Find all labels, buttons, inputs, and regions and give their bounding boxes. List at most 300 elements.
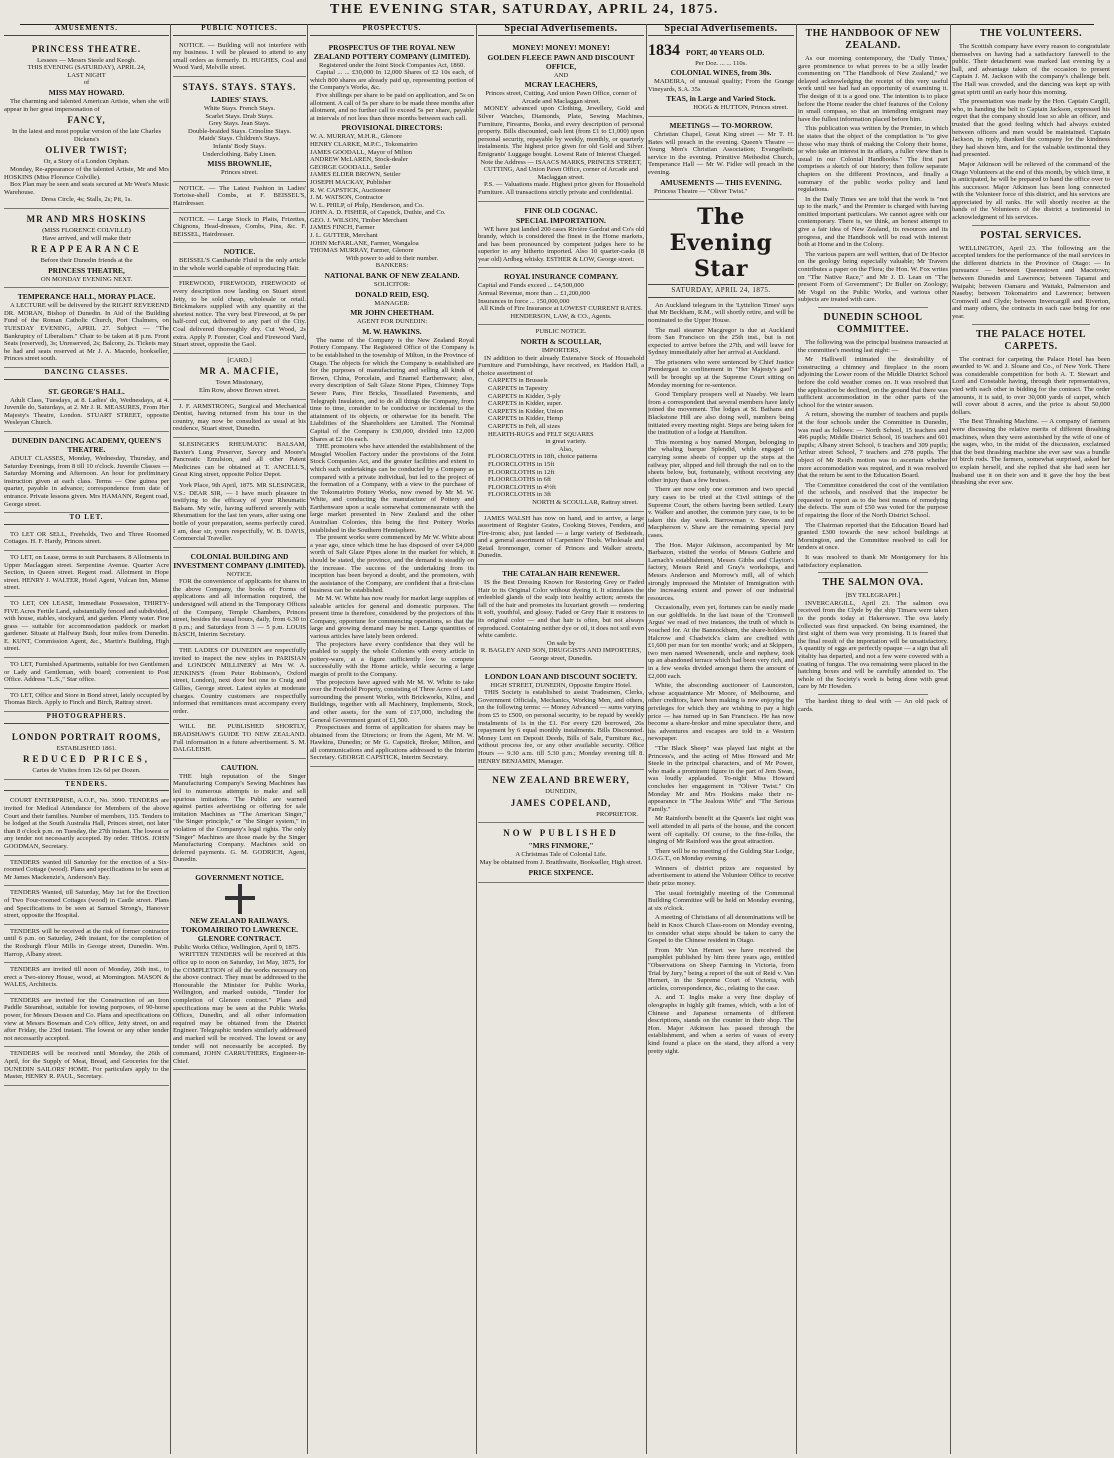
ad-title: PROSPECTUS OF THE ROYAL NEW ZEALAND POTTERY COMPANY (LIMITED). bbox=[313, 42, 471, 61]
director: JOHN A. D. FISHER, of Capstick, Duthie, and Co. bbox=[310, 209, 446, 217]
article-paragraph: As our morning contemporary, the 'Daily Times,' gave prominence to what proves to be a silly leader commenting on "The Handbook of New Zealand," we delayed acknowledging the receipt of this very useful work until we had had an opportunity of examining it. The design of it is a good one. The intention is to place before the Home reader the chief features of the Colony in small compass, so that an intending emigrant may have the fullest information placed before him. bbox=[798, 55, 948, 123]
ad-body: SLESINGER'S RHEUMATIC BALSAM, Baxter's Lung Preserver, Savory and Moore's Pancreatic Emulsion, and all other Patent Medicines can be obtained at T. ANCELL'S, Great King street, opposite Police Depot. bbox=[173, 440, 306, 479]
ad-line: PRICE SIXPENCE. bbox=[528, 867, 594, 877]
dateline: SATURDAY, APRIL 24, 1875. bbox=[648, 284, 794, 298]
ad-tender bbox=[4, 794, 169, 855]
ad-title: CAUTION. bbox=[220, 762, 259, 772]
paper-nameplate: The Evening Star bbox=[669, 204, 773, 283]
ad-tender bbox=[4, 925, 169, 963]
ad-now-published bbox=[478, 823, 644, 882]
ad-bradshaw bbox=[173, 720, 306, 758]
news-paragraph: There are now only one common and two special jury cases to be tried at the Civil sittings of the Supreme Court, the others having been settled. Leary v. Walker and another, the common jury case, is to be taken this day week. Barrowman v. Stevens and Macpherson v. Shaw are the remaining special jury cases. bbox=[648, 486, 794, 539]
column-amusements bbox=[4, 24, 169, 1456]
article-paragraph: The following was the principal business transacted at the committee's meeting last night: — bbox=[798, 339, 948, 354]
ad-stays bbox=[173, 77, 306, 182]
ad-cognac bbox=[478, 202, 644, 269]
article-paragraph: Major Atkinson will be relieved of the command of the Otago Volunteers at the end of this month, by which time, it is anticipated, he will be prepared to hand the office over to his successor. Major Atkinson has been long connected with the Volunteer force of this district, and his services are appreciated by all ranks. He will shortly receive at the hands of the Volunteers of the district a testimonial in acknowledgment of his services. bbox=[952, 160, 1110, 222]
ad-line: BANKERS: bbox=[375, 262, 409, 270]
news-paragraph: There will be no meeting of the Gulding Star Lodge, I.O.G.T., on Monday evening. bbox=[648, 847, 794, 863]
column-heading: AMUSEMENTS. bbox=[4, 24, 169, 36]
ad-body: Capital ... ... £30,000 In 12,000 Shares of £2 10s each, of which 800 shares are already paid up, representing portion of the Company's Works, &c. bbox=[310, 69, 474, 92]
director: JAMES ELDER BROWN, Settler bbox=[310, 171, 401, 179]
ad-title: THE CATALAN HAIR RENEWER. bbox=[502, 569, 620, 579]
ad-line: OLIVER TWIST; bbox=[45, 145, 128, 156]
ad-body: TO LET, Furnished Apartments, suitable for two Gentlemen or Lady and Gentleman, with board; convenient to Post Office. Address "L.S.," Star office. bbox=[4, 661, 169, 684]
ad-line: Scarlet Stays. Drab Stays. bbox=[205, 112, 274, 120]
section-heading: PHOTOGRAPHERS. bbox=[4, 712, 169, 724]
ad-body: J. F. ARMSTRONG, Surgical and Mechanical Dentist, having returned from his tour in the country, may now be consulted as usual at his residence, Stuart street, Dunedin. bbox=[173, 402, 306, 433]
ad-body: WE have just landed 200 cases Rivière Gardrat and Co's old brandy, which is considered the finest in the Home markets, and has been pronounced by competent judges here to be superior to any hitherto imported. Also 10 quarter-casks (8 year old) Ardbeg whisky. ESTHER & LOW, George street. bbox=[478, 225, 644, 263]
list-item: in great variety. bbox=[545, 438, 587, 446]
ad-title: NORTH & SCOULLAR, bbox=[520, 337, 602, 347]
column-divider bbox=[170, 24, 171, 1454]
ad-body: FIREWOOD, FIREWOOD, FIREWOOD of every description now landing on Stuart street Jetty, to be sold cheap, wholesale or retail. Brickmakers supplied with any quantity at the shortest notice. The very best Firewood, at 9s per half-cord cut, delivered to any part of the City. Coal delivered thoroughly dry. Cut Wood, 2s extra. Apply P. Forester, Coal and Firewood Yard, Stuart street, opposite the Gaol. bbox=[173, 280, 306, 349]
ad-line: Per Doz. ... ... 110s. bbox=[695, 59, 747, 67]
ad-title: MONEY! MONEY! MONEY! bbox=[512, 42, 610, 52]
ad-line: Maids' Stays. Children's Stays. bbox=[198, 135, 281, 143]
director: JAMES FINCH, Farmer bbox=[310, 224, 375, 232]
list-item: CARPETS in Kidder, Hemp bbox=[488, 415, 563, 423]
ad-body: ADULT CLASSES, Monday, Wednesday, Thursday, and Saturday Evenings, from 8 till 10 o'clock. Juvenile Classes — Saturday Morning and Afternoon. An hour for preliminary instruction given at each class. Terms — One guinea per quarter, payable in advance; correspondence from date of entrance. Private lessons given. Mrs HAMANN, Regent road, George street. bbox=[4, 455, 169, 508]
ad-line: All Kinds of Fire Insurance at LOWEST CURRENT RATES. HENDERSON, LAW, & CO., Agents. bbox=[479, 305, 643, 320]
column-heading: PROSPECTUS. bbox=[310, 24, 474, 36]
list-item: CARPETS in Tapestry bbox=[488, 385, 548, 392]
ad-james-walsh bbox=[478, 512, 644, 566]
ad-body: TO LET, ON LEASE, Immediate Possession, THIRTY-FIVE Acres Fertile Land, substantially fenced and subdivided, with house, stables, stockyard, and garden. Plenty water. Fine grass — suitable for accommodation paddock or market gardener. Situate at Halfway Bush, four miles from Dunedin. E. KUNT, Commission Agent, &c., Martin's Building, High street. bbox=[4, 599, 169, 653]
ad-line: Public Works Office, Wellington, April 9, 1875. bbox=[173, 943, 300, 951]
ad-title: NEW ZEALAND BREWERY, bbox=[492, 775, 630, 786]
column-divider bbox=[950, 24, 951, 1454]
article-paragraph: The Chairman reported that the Education Board had granted £300 towards the new school buildings at Mornington, and the Committee resolved to call for tenders at once. bbox=[798, 521, 948, 552]
ad-title: NOW PUBLISHED bbox=[503, 828, 619, 839]
column-divider bbox=[646, 24, 647, 1454]
article-subheading: [BY TELEGRAPH.] bbox=[845, 592, 901, 600]
ad-line: HOGG & HUTTON, Princes street. bbox=[693, 104, 788, 112]
list-item: FLOORCLOTHS in 15ft bbox=[488, 460, 555, 468]
ad-notice bbox=[173, 182, 306, 213]
director: W. L. PHILP, of Philp, Henderson, and Co. bbox=[310, 201, 424, 209]
ad-line: Princes street. bbox=[221, 169, 258, 177]
ad-line: Cartes de Visites from 12s 6d per Dozen. bbox=[32, 767, 141, 775]
ad-body: WRITTEN TENDERS will be received at this office up to noon on Saturday, 1st May, 1875, for the COMPLETION of all the works necessary on the above contract. They must be addressed to the Honourable the Minister for Public Works, Wellington, and marked outside, "Tender for completion of Glenore contract." Plans and specifications may be seen at the Public Works Offices, Dunedin, and all other information required may be obtained from the District Engineer. Telegraphic tenders similarly addressed and marked will be received. The lowest or any tender will not necessarily be accepted. By command, JOHN CARRUTHERS, Engineer-in-Chief. bbox=[173, 951, 306, 1065]
ad-line: "MRS FINMORE," bbox=[528, 841, 594, 851]
ad-body: The name of the Company is the New Zealand Royal Pottery Company. The Registered Office of the Company is to be established in the township of Milton, in the Province of Otago. The objects for which the Company is established are for the purposes of manufacturing and selling all kinds of Brown, China, Porcelain, and Enamel Earthenware; also, every description of Salt Glaze Stone Pipes, Chimney Tops Sewer Pans, Fire Bricks, Tessellated Pavements, and Telegraph Insulators, and to do all things the Company, from time to time, consider to be conducive or incidental to the attainment of its objects, or otherwise for its benefit. The Liabilities of the Shareholders are Limited. The Nominal Capital of the Company is £30,000, divided into 12,000 Shares at £2 10s each. bbox=[310, 336, 474, 443]
news-paragraph: White, the absconding auctioneer of Launceston, whose acquaintance Mr Moore, of Melbourne, and other creditors, have been making is now enjoying the privileges for which they are wishing to pay a high price — has turned up in San Francisco. He has now become a share-broker and mine speculator there, and his adventures and escapes are told in a Western newspaper. bbox=[648, 682, 794, 743]
ad-line: [CARD.] bbox=[227, 356, 252, 364]
article-paragraph: The hardest thing to deal with — An old pack of cards. bbox=[798, 697, 948, 713]
ad-firewood bbox=[173, 277, 306, 353]
article-heading: THE HANDBOOK OF NEW ZEALAND. bbox=[805, 28, 941, 51]
list-item: FLOORCLOTHS in 6ft bbox=[488, 476, 552, 484]
ad-to-let bbox=[4, 528, 169, 551]
director: With power to add to their number. bbox=[345, 254, 439, 262]
ad-line: Have arrived, and will make their bbox=[42, 234, 131, 242]
section-rule bbox=[818, 307, 928, 308]
director: GEO. J. WILSON, Timber Merchant bbox=[310, 216, 408, 224]
ad-body: THIS Society is established to assist Tradesmen, Clerks, Government Officials, Mechanics, Working Men, and others, on the following terms: — Money Advanced — sums varying from £5 to £500, on personal security, to be repaid by weekly instalments of 1s in the £1. For every £20 borrowed, 26s repayment by 6 equal monthly instalments. Bills Discounted. Money Lent on Deposit Deeds, Bills of Sale, Furniture &c., without process fee, or any other available security. Office Hours — 9.30 a.m. till 5.30 p.m.; Monday evening till 8. HENRY BENJAMIN, Manager. bbox=[478, 689, 644, 765]
ad-body: THE promoters who have attended the establishment of the Mosgiel Woollen Factory under the provisions of the Joint Stock Companies Act, and the greater facilities and extent to which such undertakings can be conducted by a Company as compared with a private individual, but led to the project of the formation of a Company, with a view to the purchase of the Tokomairiro Pottery Works, now owned by Mr M. W. White, and conducting the manufacture of Pottery and Earthenware upon a scale somewhat commensurate with the large market presented in New Zealand and the other Australian Colonies, this being the first Pottery Works established in the Southern Hemisphere. bbox=[310, 443, 474, 534]
ad-line: Capital and Funds exceed ... £4,500,000 bbox=[478, 282, 584, 290]
ad-government-notice bbox=[173, 869, 306, 1071]
news-paragraph: The usual fortnightly meeting of the Communal Building Committee will be held on Monday evening, at six o'clock. bbox=[648, 889, 794, 912]
ad-title: TEMPERANCE HALL, MORAY PLACE. bbox=[17, 292, 156, 302]
ad-line: MANAGER: bbox=[374, 299, 410, 307]
ad-notice bbox=[173, 39, 306, 77]
ad-title: FINE OLD COGNAC. bbox=[524, 205, 598, 215]
ad-tender bbox=[4, 856, 169, 887]
ad-line: TEAS, in Large and Varied Stock. bbox=[666, 94, 776, 104]
ad-line: May be obtained from J. Braithwaite, Bookseller, High street. bbox=[479, 858, 643, 866]
section-heading: DANCING CLASSES. bbox=[4, 368, 169, 380]
ad-title: LONDON LOAN AND DISCOUNT SOCIETY. bbox=[484, 671, 638, 681]
ad-body: The projectors have every confidence that they will be enabled to supply the whole Colonies with every article in pottery-ware, at a figure sufficiently low to compete successfully with the Home article, while securing a large margin of profit to the Company. bbox=[310, 640, 474, 678]
ad-body: TENDERS are invited for the Construction of an Iron Paddle Steamboat, suitable for towing purposes, of 90-horse power, for Messrs Dessen and Co. Plans and specifications on view at Messrs Bowman and Co's office, Jetty street, on and after Friday, the 23rd instant. The lowest or any other tender not necessarily accepted. bbox=[4, 996, 169, 1042]
news-paragraph: "The Black Sheep" was played last night at the Princess's, and the acting of Miss Howard and Mr Steele in the principal characters, and of Mr Power, who made a prominent figure in the part of Jem Swan, was loudly applauded. To-night Miss Howard concludes her engagement in "Oliver Twist." On Monday Mr and Mrs Hoskins make their re-appearance in "The Jealous Wife" and "The Serious Family." bbox=[648, 744, 794, 813]
ad-line: MR JOHN CHEETHAM. bbox=[350, 308, 434, 318]
ad-line: REAPPEARANCE bbox=[31, 244, 142, 255]
section-heading: TO LET. bbox=[4, 513, 169, 525]
news-paragraph: Good Templary prospers well at Naseby. We learn from a correspondent that several members have lately joined the movement. The lodges at St. Bathans and Blackstone Hill are also doing well, numbers being initiated every meeting night. Steps are being taken for the institution of a lodge at Hamilton. bbox=[648, 391, 794, 437]
column-divider bbox=[307, 24, 308, 1454]
ad-line: Town Missionary, bbox=[215, 379, 264, 387]
ad-body: WILL BE PUBLISHED SHORTLY, BRADSHAW'S GUIDE TO NEW ZEALAND. Full information in a future advertisement. S. M. DALGLEISH. bbox=[173, 723, 306, 754]
ad-body: JAMES WALSH has now on hand, and to arrive, a large assortment of Register Grates, Cooking Stoves, Fenders, and Fire-irons; also, just landed — a large variety of Bedsteads, and a general assortment of Carpenters' Tools. Wholesale and Retail Ironmonger, corner of Princes and Walker streets, Dunedin. bbox=[478, 514, 644, 560]
ad-title: DUNEDIN DANCING ACADEMY, QUEEN'S THEATRE. bbox=[11, 436, 162, 454]
article-heading: THE PALACE HOTEL CARPETS. bbox=[975, 328, 1087, 352]
ad-line: Monday, Re-appearance of the talented Artiste, Mr and Mrs HOSKINS (Miss Florence Colville). bbox=[4, 165, 169, 181]
director: GEORGE GOODALL, Settler bbox=[310, 163, 391, 171]
ad-line: MISS BROWNLIE, bbox=[207, 159, 272, 169]
ad-line: Annual Revenue, more than ... £1,200,000 bbox=[478, 290, 590, 298]
ad-line: Infants' Body Stays. bbox=[212, 142, 267, 150]
ad-line: NATIONAL BANK OF NEW ZEALAND. bbox=[324, 271, 460, 281]
article-paragraph: The presentation was made by the Hon. Captain Cargill, who, in handing the belt to Captain Jackson, expressed his regret that the company should lose so able an officer, and trusted that the good feeling which had always existed between officers and men would be maintained. Captain Jackson, in reply, thanked the company for the kindness they had shown him, and for the valuable testimonial they had presented. bbox=[952, 98, 1110, 159]
ad-body: Mr M. W. White has now ready for market large supplies of saleable articles for general and domestic purposes. The present time is therefore, considered by the projectors of this Company, opportune for commencing operations, so that the large and growing demand may be met. Large quantities of various articles have lately been ordered. bbox=[310, 595, 474, 640]
ad-title: NOTICE. bbox=[223, 247, 256, 257]
ad-port-wine bbox=[648, 39, 794, 117]
ad-line: AGENT FOR DUNEDIN: bbox=[356, 318, 428, 326]
ad-title: MR AND MRS HOSKINS bbox=[26, 213, 147, 224]
ad-card-macfie bbox=[173, 354, 306, 400]
carpet-list bbox=[478, 377, 644, 499]
news-paragraph: The prisoners who were sentenced by Chief Justice Prendergast to confinement in "Her Majesty's gaol" will be brought up at the Supreme Court sitting on Monday morning for re-sentence. bbox=[648, 358, 794, 389]
ad-nz-brewery bbox=[478, 770, 644, 823]
ad-line: PROVISIONAL DIRECTORS: bbox=[341, 123, 443, 133]
ad-body: TO LET OR SELL, Freeholds, Two and Three Roomed Cottages. H. F. Hardy, Princes street. bbox=[4, 530, 169, 546]
ad-body: The present works were commenced by Mr W. White about a year ago, since which time he has disposed of over £4,000 worth of Salt Glaze Pipes alone in the market for which, it should be stated, the province, and the demand is steadily on the increase. The success of the undertaking from its inception has been beyond a doubt, and the promoters, with the assistance of the Company, are confident that a first-class business can be established. bbox=[310, 534, 474, 595]
article-heading: THE SALMON OVA. bbox=[822, 577, 924, 589]
news-paragraph: Occasionally, even yet, fortunes can be easily made on our goldfields. In the last issue of the 'Cromwell Argus' we read of two instances, the truth of which is vouched for. At the Bannockburn, the share-holders in Halcrow and Chadwick's claim are credited with £1,600 per man for ten months' work; and at Skippers, two men named Wesenendi, uncle and nephew, took up an abandoned terrace which had been very rich, and in a few weeks divided amongst them the amount of £2,000 each. bbox=[648, 604, 794, 680]
news-paragraph: Winners of district prizes are requested by advertisement to attend the Volunteer Office to receive their prize money. bbox=[648, 864, 794, 888]
ad-body: Five shillings per share to be paid on application, and 5s on allotment. A call of 5s per share to be made three months after allotment, and no further call to exceed 5s per share, payable at intervals of not less than three months between each call. bbox=[310, 91, 474, 122]
ad-line: Double-braided Stays. Crinoline Stays. bbox=[187, 127, 292, 135]
ad-body: THE LADIES OF DUNEDIN are respectfully invited to inspect the new styles in PARISIAN and LONDON MILLINERY at Mrs W. A. JENKINS'S (from Peter Robinson's, Oxford street, London), next door but one to Craig and Gillies, George street. Latest styles at moderate charges. Country customers are respectfully informed that remittances must accompany every order. bbox=[173, 647, 306, 715]
ad-line: In the latest and most popular version of the late Charles Dickens's bbox=[11, 128, 162, 143]
ad-to-let bbox=[4, 597, 169, 658]
ad-title: ST. GEORGE'S HALL. bbox=[48, 386, 125, 396]
director: THOMAS MURRAY, Farmer, Glenore bbox=[310, 247, 414, 255]
ad-body: TENDERS are invited till noon of Monday, 26th inst., to erect a Two-storey House, wood, at Mornington. MASON & WALES, Architects. bbox=[4, 966, 169, 989]
ad-line: Underclothing. Baby Linen. bbox=[202, 150, 277, 158]
list-item: Also, bbox=[558, 445, 574, 453]
ad-line: SOLICITOR: bbox=[373, 281, 411, 289]
section-heading: AMUSEMENTS — THIS EVENING. bbox=[660, 177, 782, 187]
column-public-notices bbox=[173, 24, 306, 1456]
ad-title: COLONIAL BUILDING AND INVESTMENT COMPANY (LIMITED). bbox=[173, 551, 306, 570]
ad-line: Lessees — Messrs Steele and Keogh. bbox=[37, 56, 136, 64]
list-item: CARPETS in Kidder, Union bbox=[488, 407, 564, 415]
ad-body: IN addition to their already Extensive Stock of Household Furniture and Furnishings, have received, ex Haddon Hall, a choice assortment of bbox=[478, 354, 644, 377]
ad-line: of bbox=[83, 79, 90, 87]
ad-hoskins bbox=[4, 209, 169, 288]
ad-line: Note the Address — ISAACS MARKS, PRINCES STREET, CUTTING, And Union Pawn Office, corner of Arcade and Maclaggan street. bbox=[480, 158, 642, 181]
ad-catalan bbox=[478, 565, 644, 668]
column-prospectus bbox=[310, 24, 474, 1456]
ad-body: A LECTURE will be delivered by the RIGHT REVEREND DR. MORAN, Bishop of Dunedin. In Aid of the Building Fund of the Roman Catholic Church, Port Chalmers, on TUESDAY EVENING, APRIL 27. Subject — "The Bankruptcy of Liberalism." Chair to be taken at 8 p.m. Front Seats (reserved), 3s; Unreserved, 2s; Balcony, 2s. Tickets may be had and seats reserved at Mr J. A. Macedo, bookseller, Princes street south. bbox=[4, 302, 169, 363]
ad-line: Box Plan may be seen and seats secured at Mr West's Music Warehouse. bbox=[4, 181, 169, 196]
ad-title: LONDON PORTRAIT ROOMS, bbox=[11, 731, 162, 742]
ad-tender bbox=[4, 994, 169, 1048]
ad-line: LADIES' STAYS. bbox=[211, 94, 268, 104]
ad-line: AND bbox=[553, 71, 569, 79]
column-handbook bbox=[798, 24, 948, 1456]
ad-body: P.S. — Valuations made. Highest price given for Household Furniture. All transactions strictly private and confidential. bbox=[478, 181, 644, 196]
ad-line: Grey Stays. Jean Stays. bbox=[208, 120, 271, 128]
ad-tender bbox=[4, 963, 169, 994]
ad-body: TO LET, Office and Store in Bond street, lately occupied by Thomas Birch. Apply to Finch and Birch, Rattray street. bbox=[4, 691, 169, 707]
ad-princess-theatre bbox=[4, 39, 169, 209]
director: W. A. MURRAY, M.H.R., Glenore bbox=[310, 133, 402, 141]
ad-line: Elm Row, above Brown street. bbox=[199, 387, 280, 394]
ad-title: GOVERNMENT NOTICE. bbox=[195, 872, 284, 882]
ad-to-let bbox=[4, 551, 169, 597]
ad-temperance-hall bbox=[4, 288, 169, 368]
news-paragraph: This morning a boy named Morgan, belonging to the whaling barque Splendid, while engaged in carrying some sheets of copper up the steps at the railway pier, slipped and fell through the rail on to the sheets below, but, fortunately, without receiving any other injury than a few bruises. bbox=[648, 438, 794, 484]
ad-line: R. BAGLEY AND SON, DRUGGISTS AND IMPORTERS, George street, Dunedin. bbox=[480, 647, 642, 662]
ad-line: Princes street, Cutting, And union Pawn Office, corner of Arcade and Maclaggan street. bbox=[485, 90, 637, 105]
list-item: CARPETS in Kidder, 3-ply bbox=[488, 392, 561, 400]
ad-body: TENDERS Wanted, till Saturday, May 1st for the Erection of Two Four-roomed Cottages (wood) in Castle street. Plans and Specifications to be seen at Samuel Strong's, Hanover street, opposite the Hospital. bbox=[4, 889, 169, 920]
ad-line: ON MONDAY EVENING NEXT. bbox=[40, 275, 133, 283]
list-item: FLOORCLOTHS in 3ft bbox=[488, 491, 552, 499]
ad-line: PUBLIC NOTICE. bbox=[535, 328, 587, 336]
column-divider bbox=[476, 24, 477, 1454]
section-heading: TENDERS. bbox=[4, 780, 169, 792]
section-heading: MEETINGS — TO-MORROW. bbox=[669, 120, 773, 130]
news-paragraph: From Mr Van Hemert we have received the pamphlet published by him three years ago, entitled "Observations on Sheep Farming in Victoria, from Trial by Jury," being a report of the suit of Reid v. Van Hemert, in the Supreme Court of Victoria, with articles, correspondence, &c., relating to the case. bbox=[648, 946, 794, 992]
article-heading: DUNEDIN SCHOOL COMMITTEE. bbox=[823, 312, 923, 335]
article-heading: THE VOLUNTEERS. bbox=[979, 28, 1083, 39]
ad-line: COLONIAL WINES, from 30s. bbox=[670, 68, 772, 78]
section-rule bbox=[818, 694, 928, 695]
director: JAMES GOODALL, Mayor of Milton bbox=[310, 148, 413, 156]
director: HENRY CLARKE, M.P.C., Tokomairiro bbox=[310, 140, 418, 148]
director: ANDREW McLAREN, Stock-dealer bbox=[310, 156, 408, 164]
ad-armstrong bbox=[173, 400, 306, 438]
news-paragraph: The Hon. Major Atkinson, accompanied by Mr Barbazon, visited the works of Messrs Guthrie and Larnach's establishment, Messrs Gibbs and Clayton's factory, Messrs Reid and Gray's workshops, and Messrs Anderson and Morrow's mill, all of which strongly impressed the Minister of Immigration with the increasing extent and power of our industrial resources. bbox=[648, 541, 794, 602]
ad-body: Prospectuses and forms of application for shares may be obtained from the Directors; or from the Agent, Mr M. W. Hawkins, Dunedin; or Mr G. Capstick, Broker, Milton, and all communications and applications addressed to the Interim Secretary. GEORGE CAPSTICK, Interim Secretary. bbox=[310, 724, 474, 762]
ad-body: NOTICE. — The Latest Fashion in Ladies' Tortoise-shell Combs, at F. BEISSEL'S, Hairdresser. bbox=[173, 184, 306, 207]
article-paragraph: The Scottish company have every reason to congratulate themselves on having had a satisfactory farewell to the public. Their detachment was marked last evening by a ball, and advantage taken of the occasion to present Captain J. M. Jackson with the company's challenge belt. The Hall was crowded, and the dancing was kept up with great spirit until an early hour this morning. bbox=[952, 43, 1110, 96]
ad-royal-insurance bbox=[478, 268, 644, 325]
ad-london-portrait-rooms bbox=[4, 727, 169, 780]
news-articles bbox=[648, 302, 794, 1055]
ad-colonial-building bbox=[173, 548, 306, 644]
ad-line: Or, a Story of a London Orphan. bbox=[43, 158, 130, 166]
ad-line: REDUCED PRICES, bbox=[22, 754, 150, 765]
ad-line: (MISS FLORENCE COLVILLE) bbox=[42, 226, 131, 234]
column-divider bbox=[796, 24, 797, 1454]
ad-body: Christian Chapel, Great King street — Mr T. H. Bates will preach in the evening. Queen's Theatre — Young Men's Christian Association; Evangelistic service in the evening. Primitive Methodist Church, Temperance Hall — Mr W. Fidler will preach in the evening. bbox=[648, 130, 794, 176]
article-paragraph: This publication was written by the Premier, in which he states that the object of the compilation is "to give those who may think of making the Colony their home, or who take an interest in its affairs, a fuller view than is usual in our Colonial Handbooks." The first part comprises a sketch of our history; then follow separate chapters on the different Provinces, and finally a summary of the public works policy and land regulations. bbox=[798, 125, 948, 194]
ad-beissel bbox=[173, 243, 306, 277]
ad-line: DONALD REID, ESQ. bbox=[355, 289, 429, 299]
column-heading: PUBLIC NOTICES. bbox=[173, 24, 306, 36]
ad-line: THIS EVENING (SATURDAY), APRIL 24, bbox=[27, 64, 146, 72]
article-paragraph: Mr Halliwell intimated the desirability of constructing a chimney and fireplace in the room adjoining the Lower room of the Middle District School before the cold weather comes on. It was resolved that the application be declined, on the ground that there was sufficient accommodation in the other parts of the school for the winter season. bbox=[798, 356, 948, 409]
year-label: 1834 bbox=[648, 41, 680, 59]
ad-to-let bbox=[4, 658, 169, 689]
masthead bbox=[0, 0, 1114, 22]
ad-st-georges-hall bbox=[4, 383, 169, 432]
column-special-ads-2 bbox=[648, 24, 794, 1456]
ad-line: White Stays. French Stays. bbox=[203, 104, 276, 112]
ad-body: COURT ENTERPRISE, A.O.F., No. 3990. TENDERS are invited for Medical Attendance for Members of the above Court and their families. Number of members, 115. Tenders to be lodged at the South Australia Hall, Princes street, not later than 8 o'clock p.m. on Tuesday, the 27th instant. The lowest or any tender not necessarily accepted. By order. THOS. JOHN GOODMAN, Secretary. bbox=[4, 797, 169, 850]
ad-title: MR A. MACFIE, bbox=[199, 366, 280, 377]
ad-line: GOLDEN FLEECE PAWN AND DISCOUNT OFFICE, bbox=[487, 52, 635, 71]
ad-caution bbox=[173, 759, 306, 869]
ad-line: ESTABLISHED 1861. bbox=[56, 744, 117, 752]
masthead-title: THE EVENING STAR, SATURDAY, APRIL 24, 1875. bbox=[330, 2, 719, 17]
ad-body: TENDERS wanted till Saturday for the erection of a Six-roomed Cottage (wood). Plans and specifications to be seen at Mr James Mackenzie's, Anderson's Bay. bbox=[4, 858, 169, 881]
ad-body: NOTICE. — Large Stock in Plaits, Frizettes, Chignons, Head-dresses, Combs, Pins, &c. F. BEISSEL, Hairdresser. bbox=[173, 215, 306, 238]
ad-tender bbox=[4, 1047, 169, 1085]
column-heading: Special Advertisements. bbox=[648, 24, 794, 36]
director: R. W. CAPSTICK, Auctioneer bbox=[310, 186, 391, 194]
ad-north-scoullar bbox=[478, 325, 644, 511]
ad-body: TENDERS will be received at the risk of former contractor until 6 p.m. on Saturday, 24th instant, for the completion of the Roxburgh Flour Mills in George street, Dunedin. Wm. Harrop, Albany street. bbox=[4, 927, 169, 958]
ad-body: York Place, 9th April, 1875. MR SLESINGER, V.S.: DEAR SIR, — I have much pleasure in testifying to the efficacy of your Rheumatic Balsam. My wife, having suffered severely with Rheumatism for the last ten years, after using one bottle of your preparation, seems perfectly cured. I am, dear sir, yours respectfully, W. B. DAVIS, Commercial Traveller. bbox=[173, 481, 306, 543]
ad-body: The projectors have agreed with Mr M. W. White to take over the Freehold Property, consisting of Three Acres of Land surrounding the present Works, with Brickworks, Kilns, and Buildings, together with all Machinery, Implements, Stock, and other assets, for the sum of £17,000, including the General Government grant of £1,500. bbox=[310, 678, 474, 724]
section-rule bbox=[818, 572, 928, 573]
port-headline bbox=[648, 42, 794, 60]
ad-ladies bbox=[173, 644, 306, 720]
column-volunteers bbox=[952, 24, 1110, 1456]
ad-line: FANCY, bbox=[67, 115, 106, 126]
ad-line: Dress Circle, 4s; Stalls, 2s; Pit, 1s. bbox=[41, 196, 132, 204]
list-item: CARPETS in Felt, all sizes bbox=[488, 422, 560, 430]
ad-tender bbox=[4, 886, 169, 924]
ad-line: The charming and talented American Artiste, when she will appear in her great impersonation of bbox=[4, 97, 169, 113]
list-item: FLOORCLOTHS in 18ft, choice patterns bbox=[488, 453, 598, 461]
ad-body: MONEY advanced upon Clothing, Jewellery, Gold and Silver Watches, Diamonds, Plate, Sewing Machines, Furniture, Firearms, Books, and every description of personal property. Bills discounted, cash lent (from £1 to £1,000) upon personal security, repayable by weekly, monthly, or quarterly instalments. The highest price given for old Gold and Silver. Emigrants' Luggage bought. Lowest Rate of Interest Charged. bbox=[478, 105, 644, 158]
ad-line: LAST NIGHT bbox=[67, 71, 106, 79]
ad-line: On sale by bbox=[546, 639, 576, 647]
ad-line: IMPORTERS, bbox=[541, 347, 581, 355]
director: J. M. WATSON, Contractor bbox=[310, 194, 384, 202]
ad-line: SPECIAL IMPORTATION. bbox=[516, 215, 606, 225]
ad-body: Adult Class, Tuesdays, at 8. Ladies' do, Wednesdays, at 4. Juvenile do, Saturdays, at 2. Mr J. R. MEASURES, From Her Majesty's Theatre, London. STUART STREET, opposite Wesleyan Church. bbox=[4, 396, 169, 427]
column-heading: Special Advertisements. bbox=[478, 24, 644, 36]
list-item: CARPETS in Kidder, super. bbox=[488, 400, 563, 408]
ad-line: NOTICE. bbox=[226, 570, 253, 578]
ad-line: JAMES COPELAND, bbox=[510, 797, 612, 808]
ad-pottery-prospectus bbox=[310, 39, 474, 767]
ad-body: FOR the convenience of applicants for shares in the above Company, the books of Forms of applications and all information required, the undersigned will attend in the Temporary Offices of the Company, Temple Chambers, Princes street, besides the usual hours, daily, from 6.30 to 8 p.m.; and Saturdays from 3 — 5 p.m. LOUIS BASCH, Interim Secretary. bbox=[173, 578, 306, 639]
ad-dancing-academy bbox=[4, 432, 169, 513]
column-special-ads-1 bbox=[478, 24, 644, 1456]
ad-line: A Christmas Tale of Colonial Life. bbox=[515, 851, 607, 859]
article-paragraph: The various papers are well written, that of Dr Hector on the geology being especially valuable; Mr Travers contributes a paper on the Flora; the Hon. W. Fox writes on "The Native Race," and Mr J. D. Lean on "The present Form of Government"; Dr Buller on Zoology; Mr Vogel on the Public Works, and various other subjects are treated with care. bbox=[798, 250, 948, 304]
ad-line: MCRAY LEACHERS, bbox=[524, 80, 598, 90]
royal-arms-icon bbox=[223, 884, 257, 914]
ad-body: Princess Theatre — "Oliver Twist." bbox=[654, 187, 748, 195]
ad-body: TENDERS will be received until Monday, the 26th of April, for the Supply of Meat, Bread, and Groceries for the DUNEDIN SAILORS' HOME. For particulars apply to the Master, HENRY R. PAUL, Secretary. bbox=[4, 1050, 169, 1081]
article-paragraph: The contract for carpeting the Palace Hotel has been awarded to W. and J. Sloane and Co., of New York. There was considerable competition for both A. T. Stewart and Lord and Constable having, through their representatives, vied with each other in bidding for the contract. The order amounts, it is said, to over 30,000 yards of carpet, which will cover about 8 acres, and the price is about 50,000 dollars. bbox=[952, 355, 1110, 416]
ad-line: M. W. HAWKINS. bbox=[362, 326, 422, 336]
article-paragraph: The Committee considered the cost of the ventilation of the schools, and resolved that the inspector be requested to report as to the best means of remedying the defects. The sum of £50 was voted for the purpose of repairing the floor of the North District School. bbox=[798, 481, 948, 520]
ad-line: Registered under the Joint Stock Companies Act, 1860. bbox=[319, 61, 465, 69]
ad-title: PORT, 40 YEARS OLD. bbox=[686, 47, 765, 57]
ad-body: TO LET, on Lease, terms to suit Purchasers. 8 Allotments in Upper Maclaggan street. Serpentine Avenue. Quarter Acre Section, in Queen street. Regent road. Allotment in Hope street. HENRY J. WALTER, Hotel Agent, Vulcan Inn, Manse street. bbox=[4, 553, 169, 592]
article-heading: POSTAL SERVICES. bbox=[980, 229, 1082, 241]
directors-list bbox=[310, 133, 474, 262]
news-paragraph: The mail steamer Macgregor is due at Auckland from San Francisco on the 25th inst., but is not expected to arrive before the 27th, and will leave for Sydney immediately after her arrival at Auckland. bbox=[648, 326, 794, 357]
ad-line: MISS MAY HOWARD. bbox=[48, 87, 125, 97]
news-paragraph: A. and T. Inglis make a very fine display of oleographs in highly gilt frames, which, with a lot of Chinese and Japanese ornaments of different descriptions, stands on the counter in their shop. The Hon. Major Atkinson has passed through the establishment, and when a series of vases of every kind found a place on the stand, they afford a very pretty sight. bbox=[648, 994, 794, 1055]
section-rule bbox=[972, 225, 1090, 226]
ad-to-let bbox=[4, 689, 169, 712]
director: JOHN McFARLANE, Farmer, Wangaloa bbox=[310, 239, 419, 247]
ad-line: NEW ZEALAND RAILWAYS. TOKOMAIRIRO TO LAWRENCE. GLENORE CONTRACT. bbox=[181, 915, 298, 943]
ad-london-loan bbox=[478, 668, 644, 771]
ad-line: PRINCESS THEATRE, bbox=[48, 265, 125, 275]
ad-slesinger bbox=[173, 438, 306, 548]
article-paragraph: WELLINGTON, April 23. The following are the accepted tenders for the performance of the mail services in the different districts in the Province of Otago: — In pursuance — between Queenstown and Macetown; between Dunedin and Lawrence; between Tapanui and Waipahi; between Oamaru and Waitaki, Palmerston and Naseby; between Tokomairiro and Lawrence; between Cromwell and Clyde; between Invercargill and Riverton, and many others, the contracts in each case being for one year. bbox=[952, 244, 1110, 320]
ad-line: Insurances in force ... 150,000,000 bbox=[478, 297, 570, 305]
meetings-notice bbox=[648, 117, 794, 200]
director: JOSEPH MACKAY, Publisher bbox=[310, 178, 392, 186]
article-paragraph: In the Daily Times we are told that the work is "not up to the mark," and the Premier is charged with having omitted important particulars. We cannot agree with our contemporary. There is, we think, an honest attempt to give a fair idea of New Zealand, its resources and its progress, and the Handbook will be read with interest both at Home and in the Colony. bbox=[798, 195, 948, 249]
director: J. L. GUTTER, Merchant bbox=[310, 232, 378, 240]
ad-title: STAYS. STAYS. STAYS. bbox=[182, 81, 297, 92]
article-paragraph: INVERCARGILL, April 23. The salmon ova received from the Clyde by the ship Timaru were taken to the ponds today at Hakeroawe. The ova lately collected was first unpacked. On being examined, the first sight of them was very promising. It is feared that the final result of the importation will be unsatisfactory. A quantity of eggs are perfectly opaque — a sign that all vitality has departed, and not a few were covered with a coating of fungus. The ova remaining were placed in the hatching boxes and will be carefully attended to. The whole of the Society's work is being done with great care by Mr Howden. bbox=[798, 599, 948, 691]
news-paragraph: Mr Rainford's benefit at the Queen's last night was well attended in all parts of the house, and the concert went off capitally. Of course, to the fine-folks, the singing of Mr Rainford was the great attraction. bbox=[648, 815, 794, 846]
section-rule bbox=[972, 324, 1090, 325]
list-item: CARPETS in Brussels bbox=[488, 377, 548, 385]
ad-body: MADEIRA, of unusual quality; From the Grange Vineyards, S.A. 35s bbox=[648, 78, 794, 93]
news-paragraph: An Auckland telegram in the 'Lyttelton Times' says that Mr Beckham, R.M., will shortly retire, and will be nominated to the Upper House. bbox=[648, 301, 794, 324]
ad-money bbox=[478, 39, 644, 202]
article-paragraph: It was resolved to thank Mr Montgomery for his satisfactory explanation. bbox=[798, 554, 948, 569]
ad-body: THE high reputation of the Singer Manufacturing Company's Sewing Machines has led to numerous attempts to make and sell spurious imitations. The Public are warned against parties advertising or offering for sale imitation Machines as "The American Singer," "the Singer principle," or "the Singer system," in violation of the Company's legal rights. The only "Singer" Machines are those made by the Singer Manufacturing Company. Machines sold on deferred payments. G. M. GODRICH, Agent, Dunedin. bbox=[173, 772, 306, 864]
ad-body: IS the Best Dressing Known for Restoring Grey or Faded Hair to its Original Color without dyeing it. It stimulates the enfeebled glands of the scalp into healthy action; arrests the fall of the hair and promotes its luxuriant growth — rendering it soft, youthful, and glossy. Faded or Grey Hair it restores to its original color — and that hair is often, but not always reproduced. Containing neither dye or oil, it does not soil even white cambric. bbox=[478, 579, 644, 640]
ad-title: PRINCESS THEATRE. bbox=[31, 43, 142, 54]
news-paragraph: A meeting of Christians of all denominations will be held in Knox Church Class-room on Monday evening, to consider what steps should be taken to carry the Gospel to the Chinese resident in Otago. bbox=[648, 914, 794, 945]
list-item: FLOORCLOTHS in 12ft bbox=[488, 468, 555, 476]
list-item: FLOORCLOTHS in 4½ft bbox=[488, 483, 556, 491]
ad-line: HIGH STREET, DUNEDIN, Opposite Empire Hotel. bbox=[490, 681, 632, 689]
ad-title: ROYAL INSURANCE COMPANY. bbox=[503, 272, 619, 282]
ad-body: NOTICE. — Building will not interfere with my business. I will be pleased to attend to any small orders as formerly. D. HUGHES, Coal and Wood Yard, Melville street. bbox=[173, 41, 306, 72]
list-item: HEARTH-RUGS and FELT SQUARES bbox=[488, 430, 594, 438]
ad-line: PROPRIETOR. bbox=[596, 810, 638, 818]
ad-line: NORTH & SCOULLAR, Rattray street. bbox=[532, 498, 638, 506]
ad-line: DUNEDIN, bbox=[545, 788, 577, 796]
ad-line: Before their Dunedin friends at the bbox=[40, 257, 133, 265]
ad-body: BEISSEL'S Cantharide Fluid is the only article in the whole world capable of reproducing Hair. bbox=[173, 257, 306, 272]
article-paragraph: The Best Thrashing Machine. — A company of farmers were discussing the relative merits of different thrashing machines, when they were astonished by the wife of one of the sages, who, in the midst of the discussion, exclaimed that the best thrashing machine she ever saw was a bundle of birch rods. The farmers, somewhat surprised, asked her to explain herself, and she replied that she had seen her husband use it on their son and it gave the boy the best thrashing she ever saw. bbox=[952, 418, 1110, 487]
